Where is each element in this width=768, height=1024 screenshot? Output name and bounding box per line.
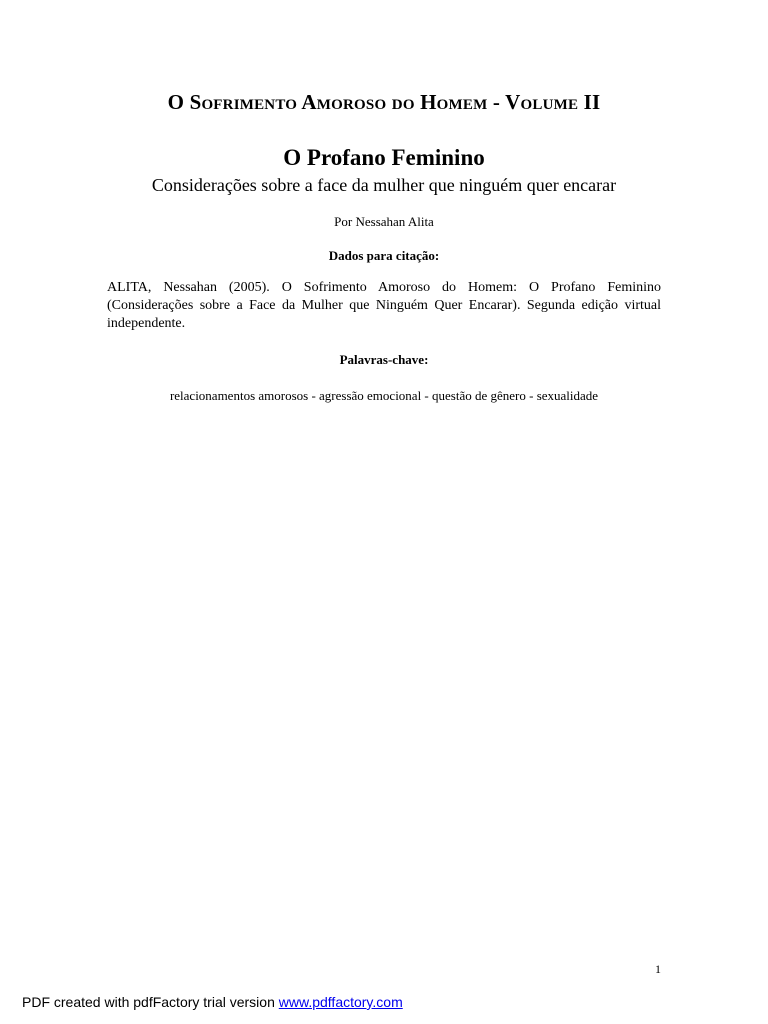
main-title: O Profano Feminino — [283, 145, 485, 170]
citation-heading: Dados para citação: — [328, 248, 440, 263]
citation-text: ALITA, Nessahan (2005). O Sofrimento Amoroso do Homem: O Profano Feminino (Considerações sobre a Face da Mulher que Ninguém Quer Encarar). Segunda edição virtual independente. — [107, 280, 661, 331]
keywords-heading: Palavras-chave: — [339, 352, 429, 367]
pdffactory-link[interactable]: www.pdffactory.com — [278, 994, 403, 1010]
keywords-text: relacionamentos amorosos - agressão emocional - questão de gênero - sexualidade — [169, 388, 599, 403]
series-title: O Sofrimento Amoroso do Homem - Volume II — [167, 90, 601, 114]
pdf-footer — [22, 994, 403, 1010]
author-line: Por Nessahan Alita — [334, 214, 434, 229]
footer-prefix: PDF created with pdfFactory trial version — [22, 994, 279, 1010]
page-number: 1 — [655, 962, 661, 976]
subtitle: Considerações sobre a face da mulher que ninguém quer encarar — [151, 175, 617, 195]
